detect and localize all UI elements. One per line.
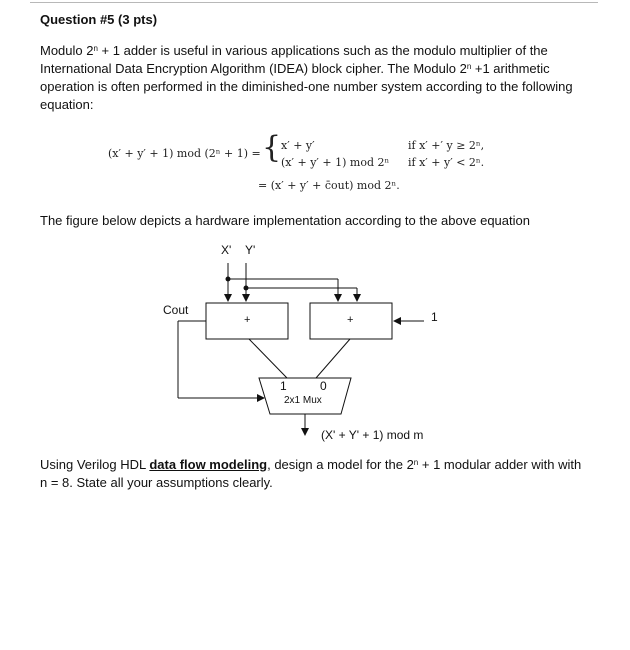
task-sup: n bbox=[413, 458, 419, 467]
task-text-2: , design a model for the 2 bbox=[267, 457, 414, 472]
junction-x bbox=[226, 277, 231, 282]
task-text-3: + 1 modular adder with with n = 8. State all your assumptions clearly. bbox=[40, 457, 582, 490]
equation-case1-expr: x′ + y′ bbox=[281, 139, 315, 152]
task-emphasis: data flow modeling bbox=[149, 457, 268, 472]
intro-sup-2: n bbox=[466, 62, 472, 71]
constant-one-label: 1 bbox=[431, 310, 438, 324]
mux-input-0-label: 0 bbox=[320, 379, 327, 393]
equation-case2-expr: (x′ + y′ + 1) mod 2ⁿ bbox=[281, 156, 390, 169]
intro-text-1: Modulo 2 bbox=[40, 43, 94, 58]
output-label: (X' + Y' + 1) mod m bbox=[321, 428, 424, 442]
intro-sup-1: n bbox=[93, 44, 98, 53]
input-y-label: Y' bbox=[245, 243, 256, 257]
wire-adder2-to-mux bbox=[316, 339, 350, 378]
adder-1-op: + bbox=[244, 314, 251, 326]
equation-case1-condition: if x′ +′ y ≥ 2ⁿ, bbox=[408, 139, 485, 152]
intro-text-3: +1 arithmetic operation is often performed in the diminished-one number system according to the following equation: bbox=[40, 61, 573, 112]
mux-label: 2x1 Mux bbox=[284, 395, 322, 406]
mux-input-1-label: 1 bbox=[280, 379, 287, 393]
equation-case2-condition: if x′ + y′ < 2ⁿ. bbox=[408, 156, 485, 169]
intro-text-2: + 1 adder is useful in various applications such as the modulo multiplier of the International Data Encryption Algorithm (IDEA) block cipher. The Modulo 2 bbox=[40, 43, 548, 76]
junction-y bbox=[244, 286, 249, 291]
task-text-1: Using Verilog HDL bbox=[40, 457, 150, 472]
wire-adder1-to-mux bbox=[249, 339, 287, 378]
figure-caption: The figure below depicts a hardware implementation according to the above equation bbox=[40, 213, 530, 228]
equation-brace: { bbox=[262, 130, 282, 165]
equation-lhs: (x′ + y′ + 1) mod (2ⁿ + 1) = bbox=[108, 147, 261, 160]
adder-2-op: + bbox=[347, 314, 354, 326]
equation-line3: = (x′ + y′ + c̄out) mod 2ⁿ. bbox=[258, 179, 400, 192]
cout-label: Cout bbox=[163, 303, 189, 317]
task-paragraph bbox=[40, 456, 590, 492]
question-title: Question #5 (3 pts) bbox=[40, 12, 158, 27]
input-x-label: X' bbox=[221, 243, 232, 257]
